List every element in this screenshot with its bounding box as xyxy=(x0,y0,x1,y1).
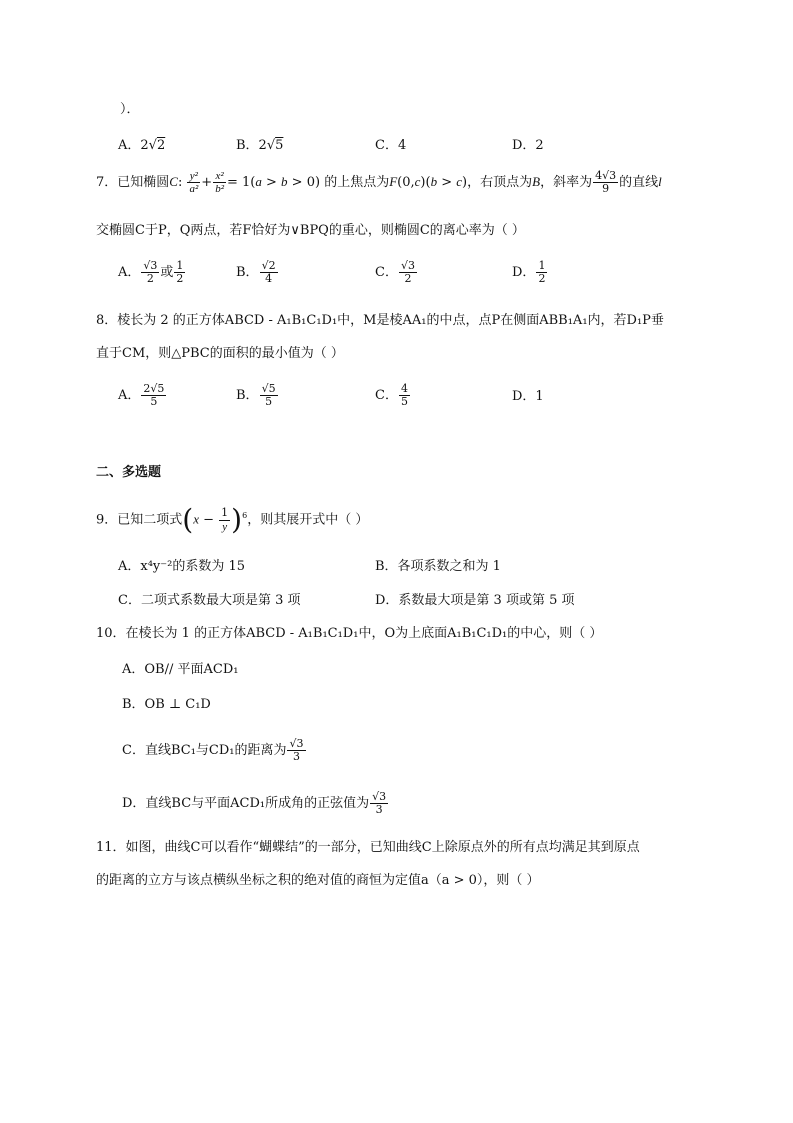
q8-option-b: B． $\frac{√5}{5}$ xyxy=(236,382,276,409)
section-heading: 二、多选题 xyxy=(96,465,162,480)
q10-line1: 10．在棱长为 1 的正方体ABCD - A₁B₁C₁D₁中，O为上底面A₁B₁C₁D₁的中心，则（ ） xyxy=(96,626,603,641)
q7-line2: 交椭圆C于P，Q两点，若F恰好为∨BPQ的重心，则椭圆C的离心率为（ ） xyxy=(96,223,525,238)
q7-option-a: A． $\frac{√3}{2}$ 或 $\frac{1}{2}$ xyxy=(118,259,184,286)
q8-option-c: C． $\frac{4}{5}$ xyxy=(375,382,408,409)
q10-option-a: A．OB// 平面ACD₁ xyxy=(122,662,239,677)
q9-option-b: B．各项系数之和为 1 xyxy=(375,559,501,574)
q10-option-c: C．直线BC₁与CD₁的距离为 $\frac{√3}{3}$ xyxy=(122,737,304,764)
q6-option-b: B．2√5 xyxy=(236,138,284,153)
q11-line1: 11．如图，曲线C可以看作“蝴蝶结”的一部分，已知曲线C上除原点外的所有点均满足其到原点 xyxy=(96,840,640,855)
q8-line2: 直于CM，则△PBC的面积的最小值为（ ） xyxy=(96,346,344,361)
q6-option-c: C．4 xyxy=(375,138,407,153)
q7-option-d: D． $\frac{1}{2}$ xyxy=(512,259,546,286)
q8-line1: 8．棱长为 2 的正方体ABCD - A₁B₁C₁D₁中，M是棱AA₁的中点，点P在侧面ABB₁A₁内，若D₁P垂 xyxy=(96,313,664,328)
q9-line1: 9．已知二项式(x − $\frac{1}{y}$ )$^6$，则其展开式中（ ） xyxy=(96,503,369,536)
q8-option-a: A． $\frac{2√5}{5}$ xyxy=(118,382,165,409)
q6-option-a: A．2√2 xyxy=(118,138,166,153)
q7-line1: 7．已知椭圆C: $\frac{\text{y²}}{\text{a²}}$ + $\frac{\text{x²}}{\text{b²}}$ = 1(a > b > 0) 的上焦点为F(0,c)(b > c)，右顶点为B，斜率为 $\frac{4√3}{9}$ 的直线l xyxy=(96,169,662,196)
q7-option-b: B． $\frac{√2}{4}$ xyxy=(236,259,276,286)
q10-option-d: D．直线BC与平面ACD₁所成角的正弦值为 $\frac{√3}{3}$ xyxy=(122,790,387,817)
q9-option-c: C．二项式系数最大项是第 3 项 xyxy=(118,593,301,608)
q9-option-d: D．系数最大项是第 3 项或第 5 项 xyxy=(375,593,575,608)
q6-option-d: D．2 xyxy=(512,138,544,153)
q7-option-c: C． $\frac{√3}{2}$ xyxy=(375,259,415,286)
q9-option-a: A．x⁴y⁻²的系数为 15 xyxy=(118,559,246,574)
q8-option-d: D．1 xyxy=(512,389,544,404)
q10-option-b: B．OB ⊥ C₁D xyxy=(122,697,211,712)
prev-question-tail: ）． xyxy=(120,102,140,117)
q11-line2: 的距离的立方与该点横纵坐标之积的绝对值的商恒为定值a（a > 0），则（ ） xyxy=(96,873,540,888)
